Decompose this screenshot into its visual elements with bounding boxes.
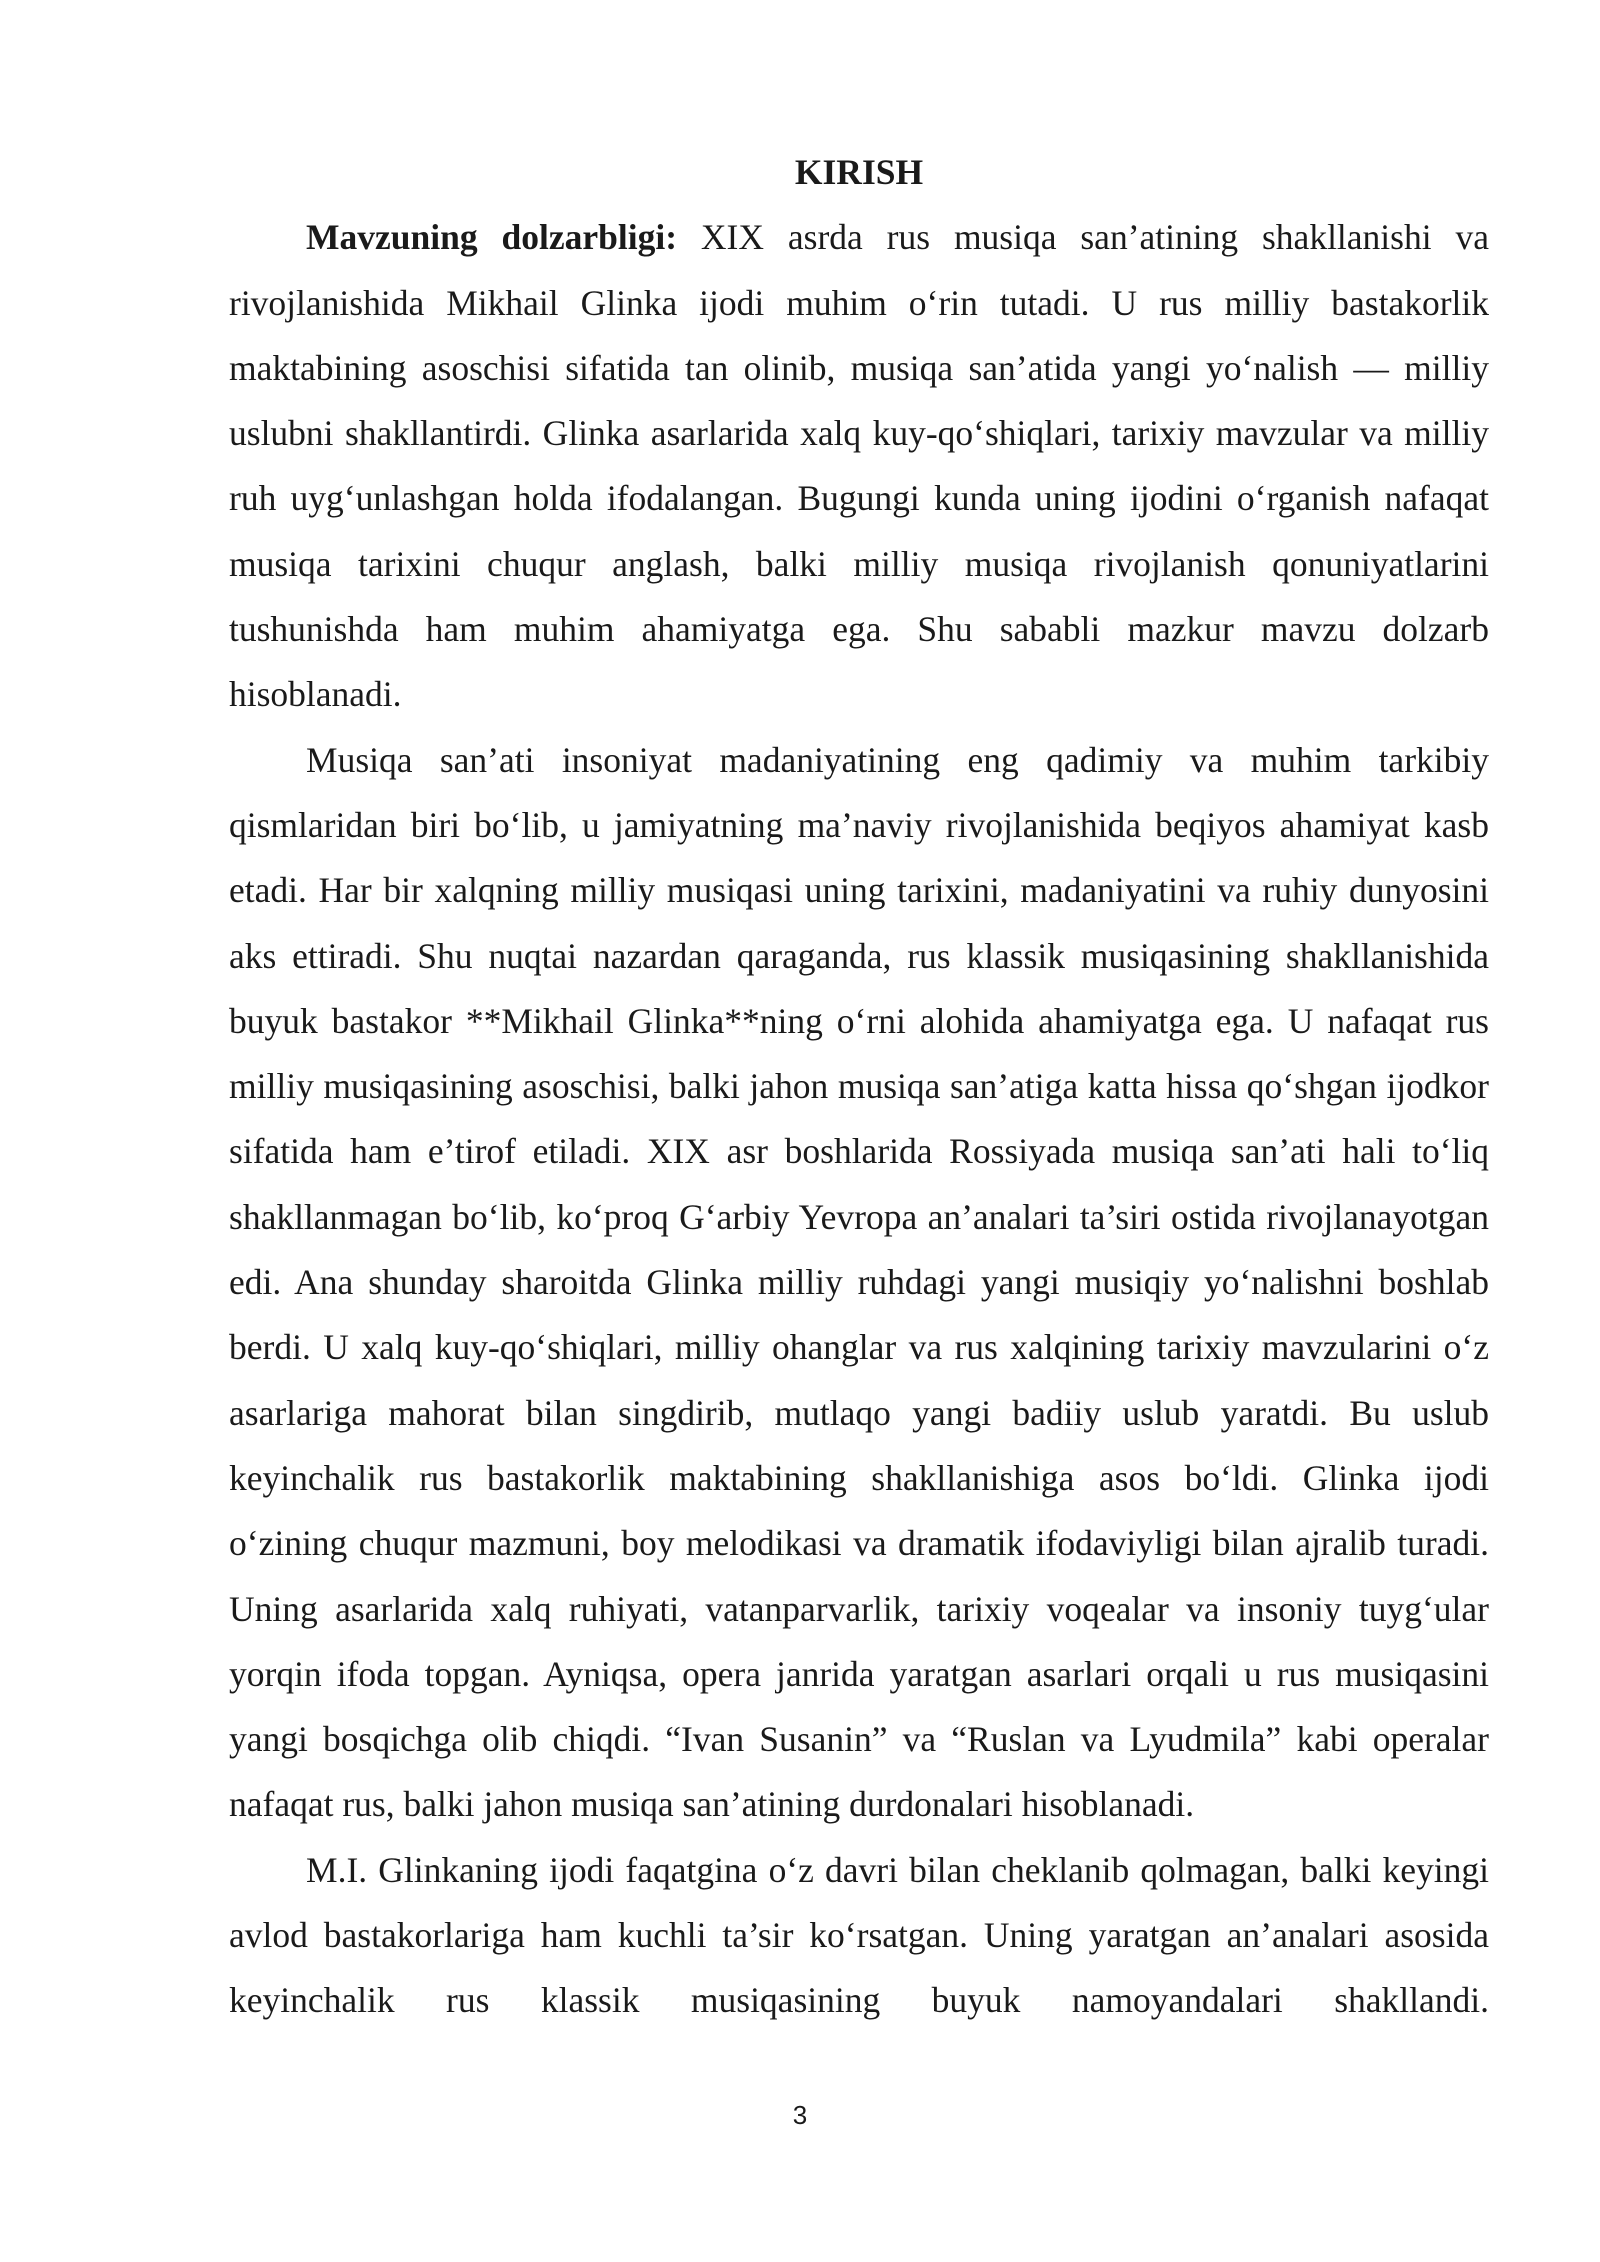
paragraph-text: XIX asrda rus musiqa san’atining shakllanishi va rivojlanishida Mikhail Glinka ijodi muhim o‘rin tutadi. U rus milliy bastakorlik maktabining asoschisi sifatida tan olinib, musiqa san’atida yangi yo‘nalish — milliy uslubni shakllantirdi. Glinka asarlarida xalq kuy-qo‘shiqlari, tarixiy mavzular va milliy ruh uyg‘unlashgan holda ifodalangan. Bugungi kunda uning ijodini o‘rganish nafaqat musiqa tarixini chuqur anglash, balki milliy musiqa rivojlanish qonuniyatlarini tushunishda ham muhim ahamiyatga ega. Shu sababli mazkur mavzu dolzarb hisoblanadi. xyxy=(229,217,1489,715)
paragraph-music-art xyxy=(229,728,1489,1838)
paragraph-relevance xyxy=(229,205,1489,727)
section-title: KIRISH xyxy=(794,152,924,192)
paragraph-lead: Mavzuning dolzarbligi: xyxy=(306,217,678,258)
page-number: 3 xyxy=(792,2100,808,2130)
paragraph-glinka-legacy xyxy=(229,1838,1489,2034)
paragraph-text: Musiqa san’ati insoniyat madaniyatining eng qadimiy va muhim tarkibiy qismlaridan biri bo‘lib, u jamiyatning ma’naviy rivojlanishida beqiyos ahamiyat kasb etadi. Har bir xalqning milliy musiqasi uning tarixini, madaniyatini va ruhiy dunyosini aks ettiradi. Shu nuqtai nazardan qaraganda, rus klassik musiqasining shakllanishida buyuk bastakor **Mikhail Glinka**ning o‘rni alohida ahamiyatga ega. U nafaqat rus milliy musiqasining asoschisi, balki jahon musiqa san’atiga katta hissa qo‘shgan ijodkor sifatida ham e’tirof etiladi. XIX asr boshlarida Rossiyada musiqa san’ati hali to‘liq shakllanmagan bo‘lib, ko‘proq G‘arbiy Yevropa an’analari ta’siri ostida rivojlanayotgan edi. Ana shunday sharoitda Glinka milliy ruhdagi yangi musiqiy yo‘nalishni boshlab berdi. U xalq kuy-qo‘shiqlari, milliy ohanglar va rus xalqining tarixiy mavzularini o‘z asarlariga mahorat bilan singdirib, mutlaqo yangi badiiy uslub yaratdi. Bu uslub keyinchalik rus bastakorlik maktabining shakllanishiga asos bo‘ldi. Glinka ijodi o‘zining chuqur mazmuni, boy melodikasi va dramatik ifodaviyligi bilan ajralib turadi. Uning asarlarida xalq ruhiyati, vatanparvarlik, tarixiy voqealar va insoniy tuyg‘ular yorqin ifoda topgan. Ayniqsa, opera janrida yaratgan asarlari orqali u rus musiqasini yangi bosqichga olib chiqdi. “Ivan Susanin” va “Ruslan va Lyudmila” kabi operalar nafaqat rus, balki jahon musiqa san’atining durdonalari hisoblanadi. xyxy=(229,739,1489,1825)
document-body xyxy=(229,140,1489,2034)
paragraph-text: M.I. Glinkaning ijodi faqatgina o‘z davri bilan cheklanib qolmagan, balki keyingi avlod bastakorlariga ham kuchli ta’sir ko‘rsatgan. Uning yaratgan an’analari asosida keyinchalik rus klassik musiqasining buyuk namoyandalari shakllandi. xyxy=(229,1849,1489,2021)
